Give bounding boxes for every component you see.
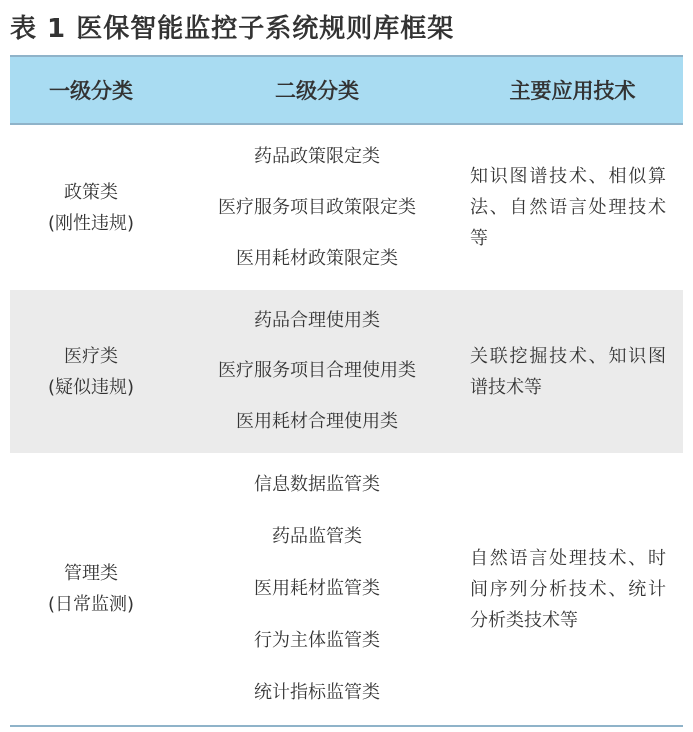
technology-text: 知识图谱技术、相似算法、自然语言处理技术等 <box>470 166 666 249</box>
table-row-management <box>10 453 683 727</box>
technology-text: 关联挖掘技术、知识图谱技术等 <box>470 345 666 398</box>
subcategory-item: 医疗服务项目合理使用类 <box>218 360 416 382</box>
subcategory-item: 医用耗材合理使用类 <box>236 410 398 432</box>
category-name: 医疗类 <box>64 345 118 367</box>
subcategory-item: 医用耗材政策限定类 <box>236 247 398 269</box>
technology-cell <box>462 290 683 453</box>
table-caption: 表 1 医保智能监控子系统规则库框架 <box>10 14 455 44</box>
subcategory-list <box>172 453 462 725</box>
technology-text: 自然语言处理技术、时间序列分析技术、统计分析类技术等 <box>470 547 666 631</box>
category-note: (刚性违规) <box>47 212 135 234</box>
technology-cell <box>462 125 683 290</box>
subcategory-item: 药品监管类 <box>272 526 362 547</box>
subcategory-item: 药品政策限定类 <box>254 145 380 167</box>
category-cell <box>10 290 172 453</box>
subcategory-item: 统计指标监管类 <box>254 682 380 703</box>
table-row-medical <box>10 290 683 453</box>
subcategory-item: 医疗服务项目政策限定类 <box>218 196 416 218</box>
header-level1: 一级分类 <box>49 79 133 103</box>
header-level2: 二级分类 <box>275 79 359 103</box>
category-cell <box>10 453 172 725</box>
category-note: (日常监测) <box>47 594 135 615</box>
rule-library-table <box>10 55 683 727</box>
category-name: 政策类 <box>64 181 118 203</box>
table-row-policy <box>10 125 683 290</box>
category-note: (疑似违规) <box>47 376 135 398</box>
header-tech: 主要应用技术 <box>509 79 636 103</box>
table-header-row <box>10 57 683 125</box>
subcategory-item: 药品合理使用类 <box>254 310 380 332</box>
subcategory-item: 行为主体监管类 <box>254 630 380 651</box>
category-cell <box>10 125 172 290</box>
category-name: 管理类 <box>64 563 118 584</box>
subcategory-list <box>172 125 462 290</box>
subcategory-item: 医用耗材监管类 <box>254 578 380 599</box>
subcategory-item: 信息数据监管类 <box>254 474 380 495</box>
subcategory-list <box>172 290 462 453</box>
technology-cell <box>462 453 683 725</box>
